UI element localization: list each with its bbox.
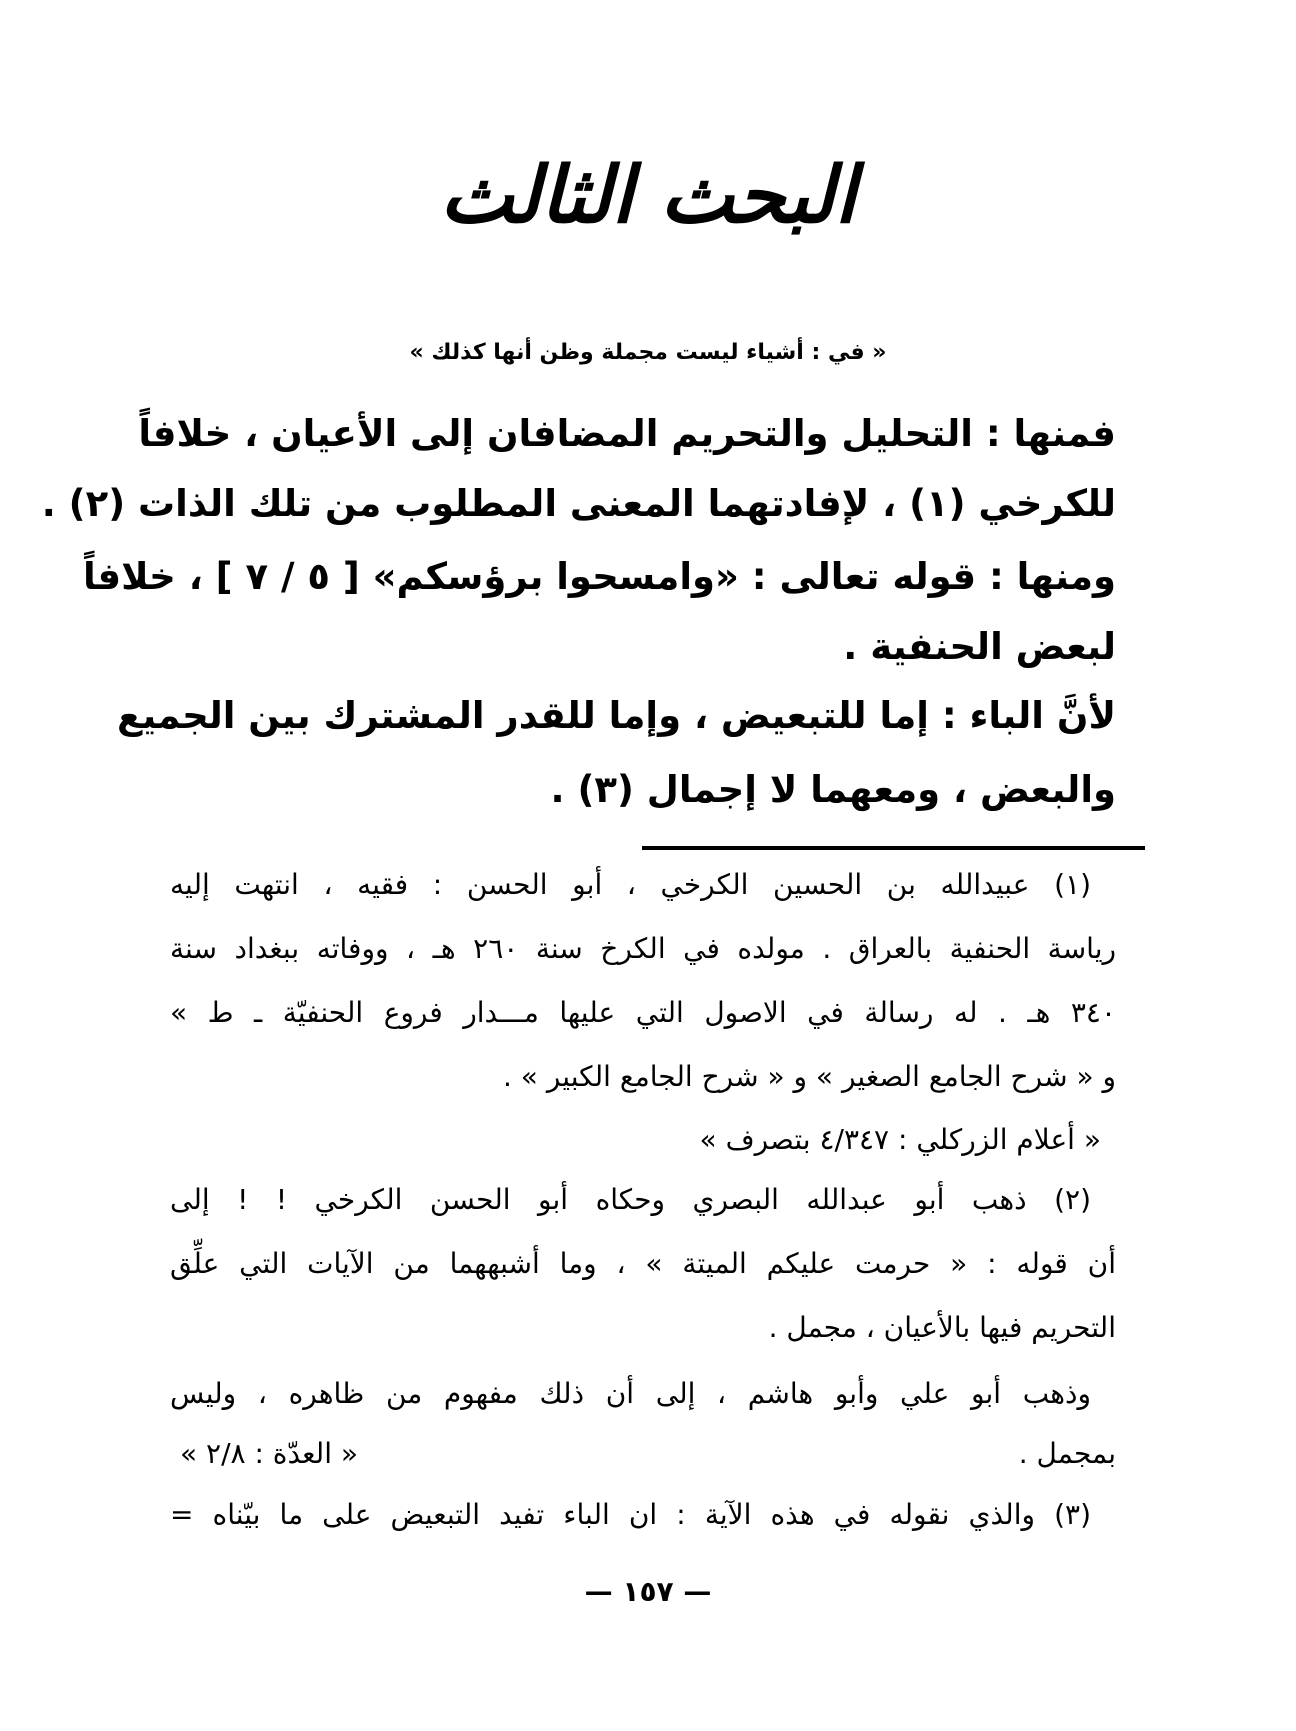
footnote-line: ٣٤٠ هـ . له رسالة في الاصول التي عليها مـــدار فروع الحنفيّة ـ ط » (170, 996, 1116, 1029)
footnote-line: أن قوله : « حرمت عليكم الميتة » ، وما أشبههما من الآيات التي علِّق (170, 1247, 1116, 1280)
footnote-line: رياسة الحنفية بالعراق . مولده في الكرخ سنة ٢٦٠ هـ ، ووفاته ببغداد سنة (170, 932, 1117, 965)
main-text-line: لبعض الحنفية . (843, 625, 1116, 668)
footnote-line: وذهب أبو علي وأبو هاشم ، إلى أن ذلك مفهوم من ظاهره ، وليس (170, 1377, 1091, 1410)
footnote-source: « العدّة : ٢/٨ » (180, 1437, 358, 1470)
footnote-line: التحريم فيها بالأعيان ، مجمل . (768, 1311, 1116, 1344)
footnote-line: و « شرح الجامع الصغير » و « شرح الجامع الكبير » . (503, 1060, 1116, 1093)
footnote-line: (٣) والذي نقوله في هذه الآية : ان الباء تفيد التبعيض على ما بيّناه = (170, 1498, 1091, 1531)
footnote-line: بمجمل . (1018, 1437, 1116, 1470)
footnote-line: (١) عبيدالله بن الحسين الكرخي ، أبو الحسن : فقيه ، انتهت إليه (170, 868, 1091, 901)
main-text-line: والبعض ، ومعهما لا إجمال (٣) . (550, 768, 1116, 811)
page-number: — ١٥٧ — (584, 1575, 712, 1608)
main-text-line: للكرخي (١) ، لإفادتهما المعنى المطلوب من تلك الذات (٢) . (41, 482, 1116, 525)
footnote-line: (٢) ذهب أبو عبدالله البصري وحكاه أبو الحسن الكرخي ! ! إلى (170, 1183, 1091, 1216)
main-text-line: فمنها : التحليل والتحريم المضافان إلى الأعيان ، خلافاً (138, 412, 1116, 455)
section-heading: البحث الثالث (439, 150, 857, 241)
main-text-line: لأنَّ الباء : إما للتبعيض ، وإما للقدر المشترك بين الجميع (117, 694, 1116, 737)
footnote-separator (642, 846, 1145, 850)
main-text-line: ومنها : قوله تعالى : «وامسحوا برؤسكم» [ ٥ / ٧ ] ، خلافاً (82, 555, 1116, 598)
footnote-citation: « أعلام الزركلي : ٤/٣٤٧ بتصرف » (699, 1123, 1101, 1156)
section-subheading: « في : أشياء ليست مجملة وظن أنها كذلك » (409, 340, 887, 365)
